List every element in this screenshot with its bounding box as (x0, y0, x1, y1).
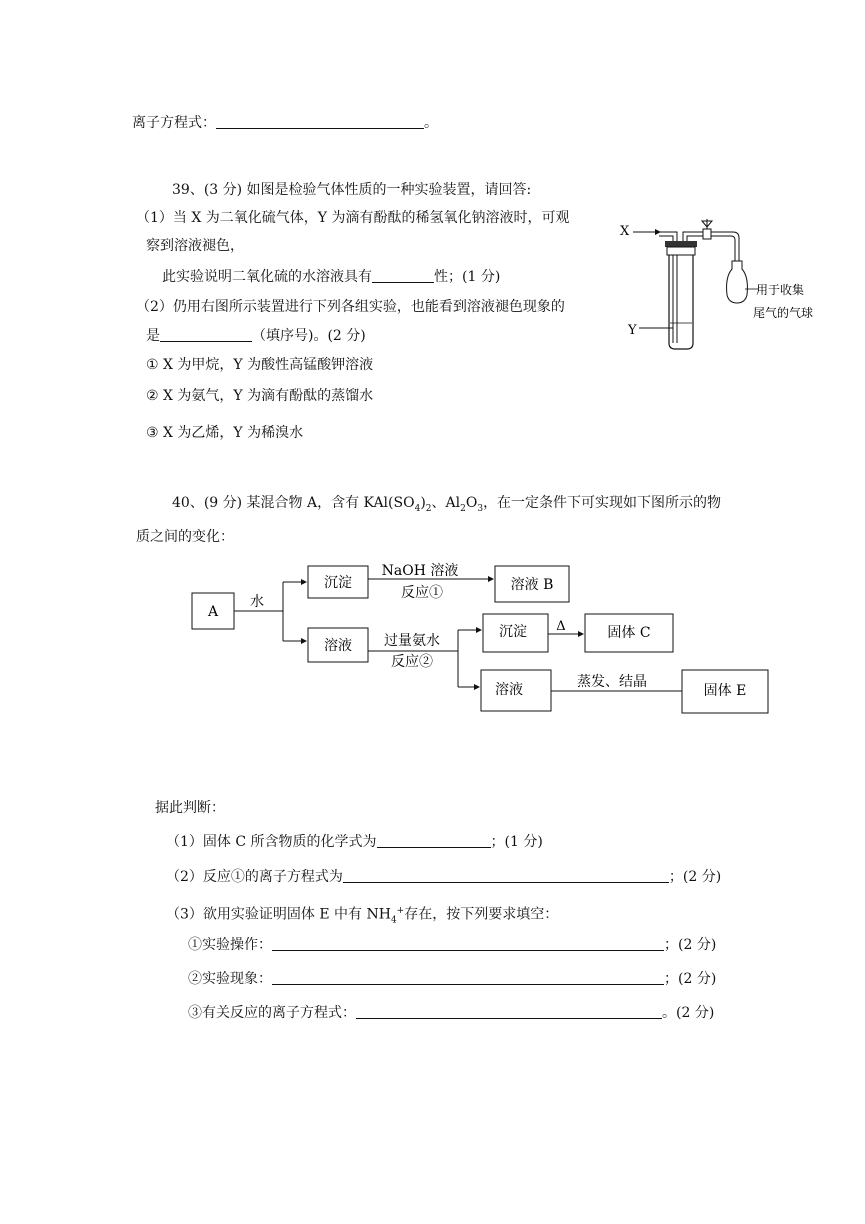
q39-part1-line2: 察到溶液褪色， (146, 238, 244, 254)
q39-heading: 39、(3 分) 如图是检验气体性质的一种实验装置，请回答: (172, 182, 532, 198)
q40-part1: （1）固体 C 所含物质的化学式为 ；(1 分) (166, 834, 543, 850)
q40-blank-phenomenon[interactable] (272, 970, 664, 985)
solution-1-label: 溶液 (324, 638, 352, 654)
flow-chart (185, 558, 780, 723)
prev-answer-blank[interactable] (216, 114, 424, 129)
balloon-label-line2: 尾气的气球 (753, 306, 814, 320)
q40-heading: 40、(9 分) 某混合物 A，含有 $KAl(SO_4)_2$、$Al_2O_3$，在一定条件下可实现如下图所示的物 (172, 495, 722, 514)
q39-option-2: ② X 为氨气，Y 为滴有酚酞的蒸馏水 (146, 388, 374, 404)
precipitate-2-label: 沉淀 (499, 624, 527, 640)
solid-e-label: 固体 E (703, 683, 747, 699)
solution-b-label: 溶液 B (510, 577, 554, 593)
gas-balloon (727, 261, 748, 303)
q40-heading-line2: 质之间的变化： (136, 529, 234, 545)
q40-part3-operation: ①实验操作： ；(2 分) (188, 937, 717, 953)
q39-part1-line1: （1）当 X 为二氧化硫气体，Y 为滴有酚酞的稀氢氧化钠溶液时，可观 (136, 210, 570, 226)
ammonia-label: 过量氨水 (384, 633, 440, 649)
q39-option-1: ① X 为甲烷，Y 为酸性高锰酸钾溶液 (146, 357, 374, 373)
naoh-label: NaOH 溶液 (381, 563, 459, 579)
q39-blank-choice[interactable] (160, 327, 252, 342)
precipitate-1-label: 沉淀 (324, 575, 352, 591)
solid-c-label: 固体 C (607, 625, 651, 641)
solution-2-label: 溶液 (495, 682, 523, 698)
apparatus-diagram (615, 205, 830, 360)
q40-part3-phenomenon: ②实验现象： ；(2 分) (188, 971, 717, 987)
judge-label: 据此判断： (155, 800, 225, 816)
q40-part3-equation: ③有关反应的离子方程式： 。(2 分) (188, 1005, 715, 1021)
water-label: 水 (250, 594, 264, 610)
q39-part1-line3: 此实验说明二氧化硫的水溶液具有 性；(1 分) (162, 269, 501, 285)
evaporation-label: 蒸发、结晶 (577, 674, 647, 690)
rubber-stopper (665, 241, 697, 247)
q40-blank-operation[interactable] (272, 936, 664, 951)
q40-blank-ionic-eq-1[interactable] (343, 868, 669, 883)
heat-delta-label: Δ (556, 619, 566, 634)
reaction-2-label: 反应② (391, 654, 433, 670)
apparatus-x-label: X (620, 224, 630, 239)
q40-blank-formula-c[interactable] (377, 833, 491, 848)
box-a-label: A (207, 604, 219, 620)
q40-blank-ionic-eq-2[interactable] (356, 1004, 662, 1019)
q39-part2-line1: （2）仍用右图所示装置进行下列各组实验，也能看到溶液褪色现象的 (136, 299, 565, 315)
q39-part2-line2: 是 （填序号)。(2 分) (146, 328, 366, 344)
q39-blank-property[interactable] (372, 268, 434, 283)
q40-part2: （2）反应①的离子方程式为 ；(2 分) (166, 869, 722, 885)
q39-option-3: ③ X 为乙烯，Y 为稀溴水 (146, 425, 304, 441)
prev-answer-line: 离子方程式： 。 (132, 115, 438, 131)
q40-part3: （3）欲用实验证明固体 E 中有 $NH_4^+$存在，按下列要求填空： (166, 906, 559, 926)
reaction-1-label: 反应① (401, 585, 443, 601)
apparatus-y-label: Y (628, 323, 637, 338)
balloon-label-line1: 用于收集 (756, 283, 805, 297)
